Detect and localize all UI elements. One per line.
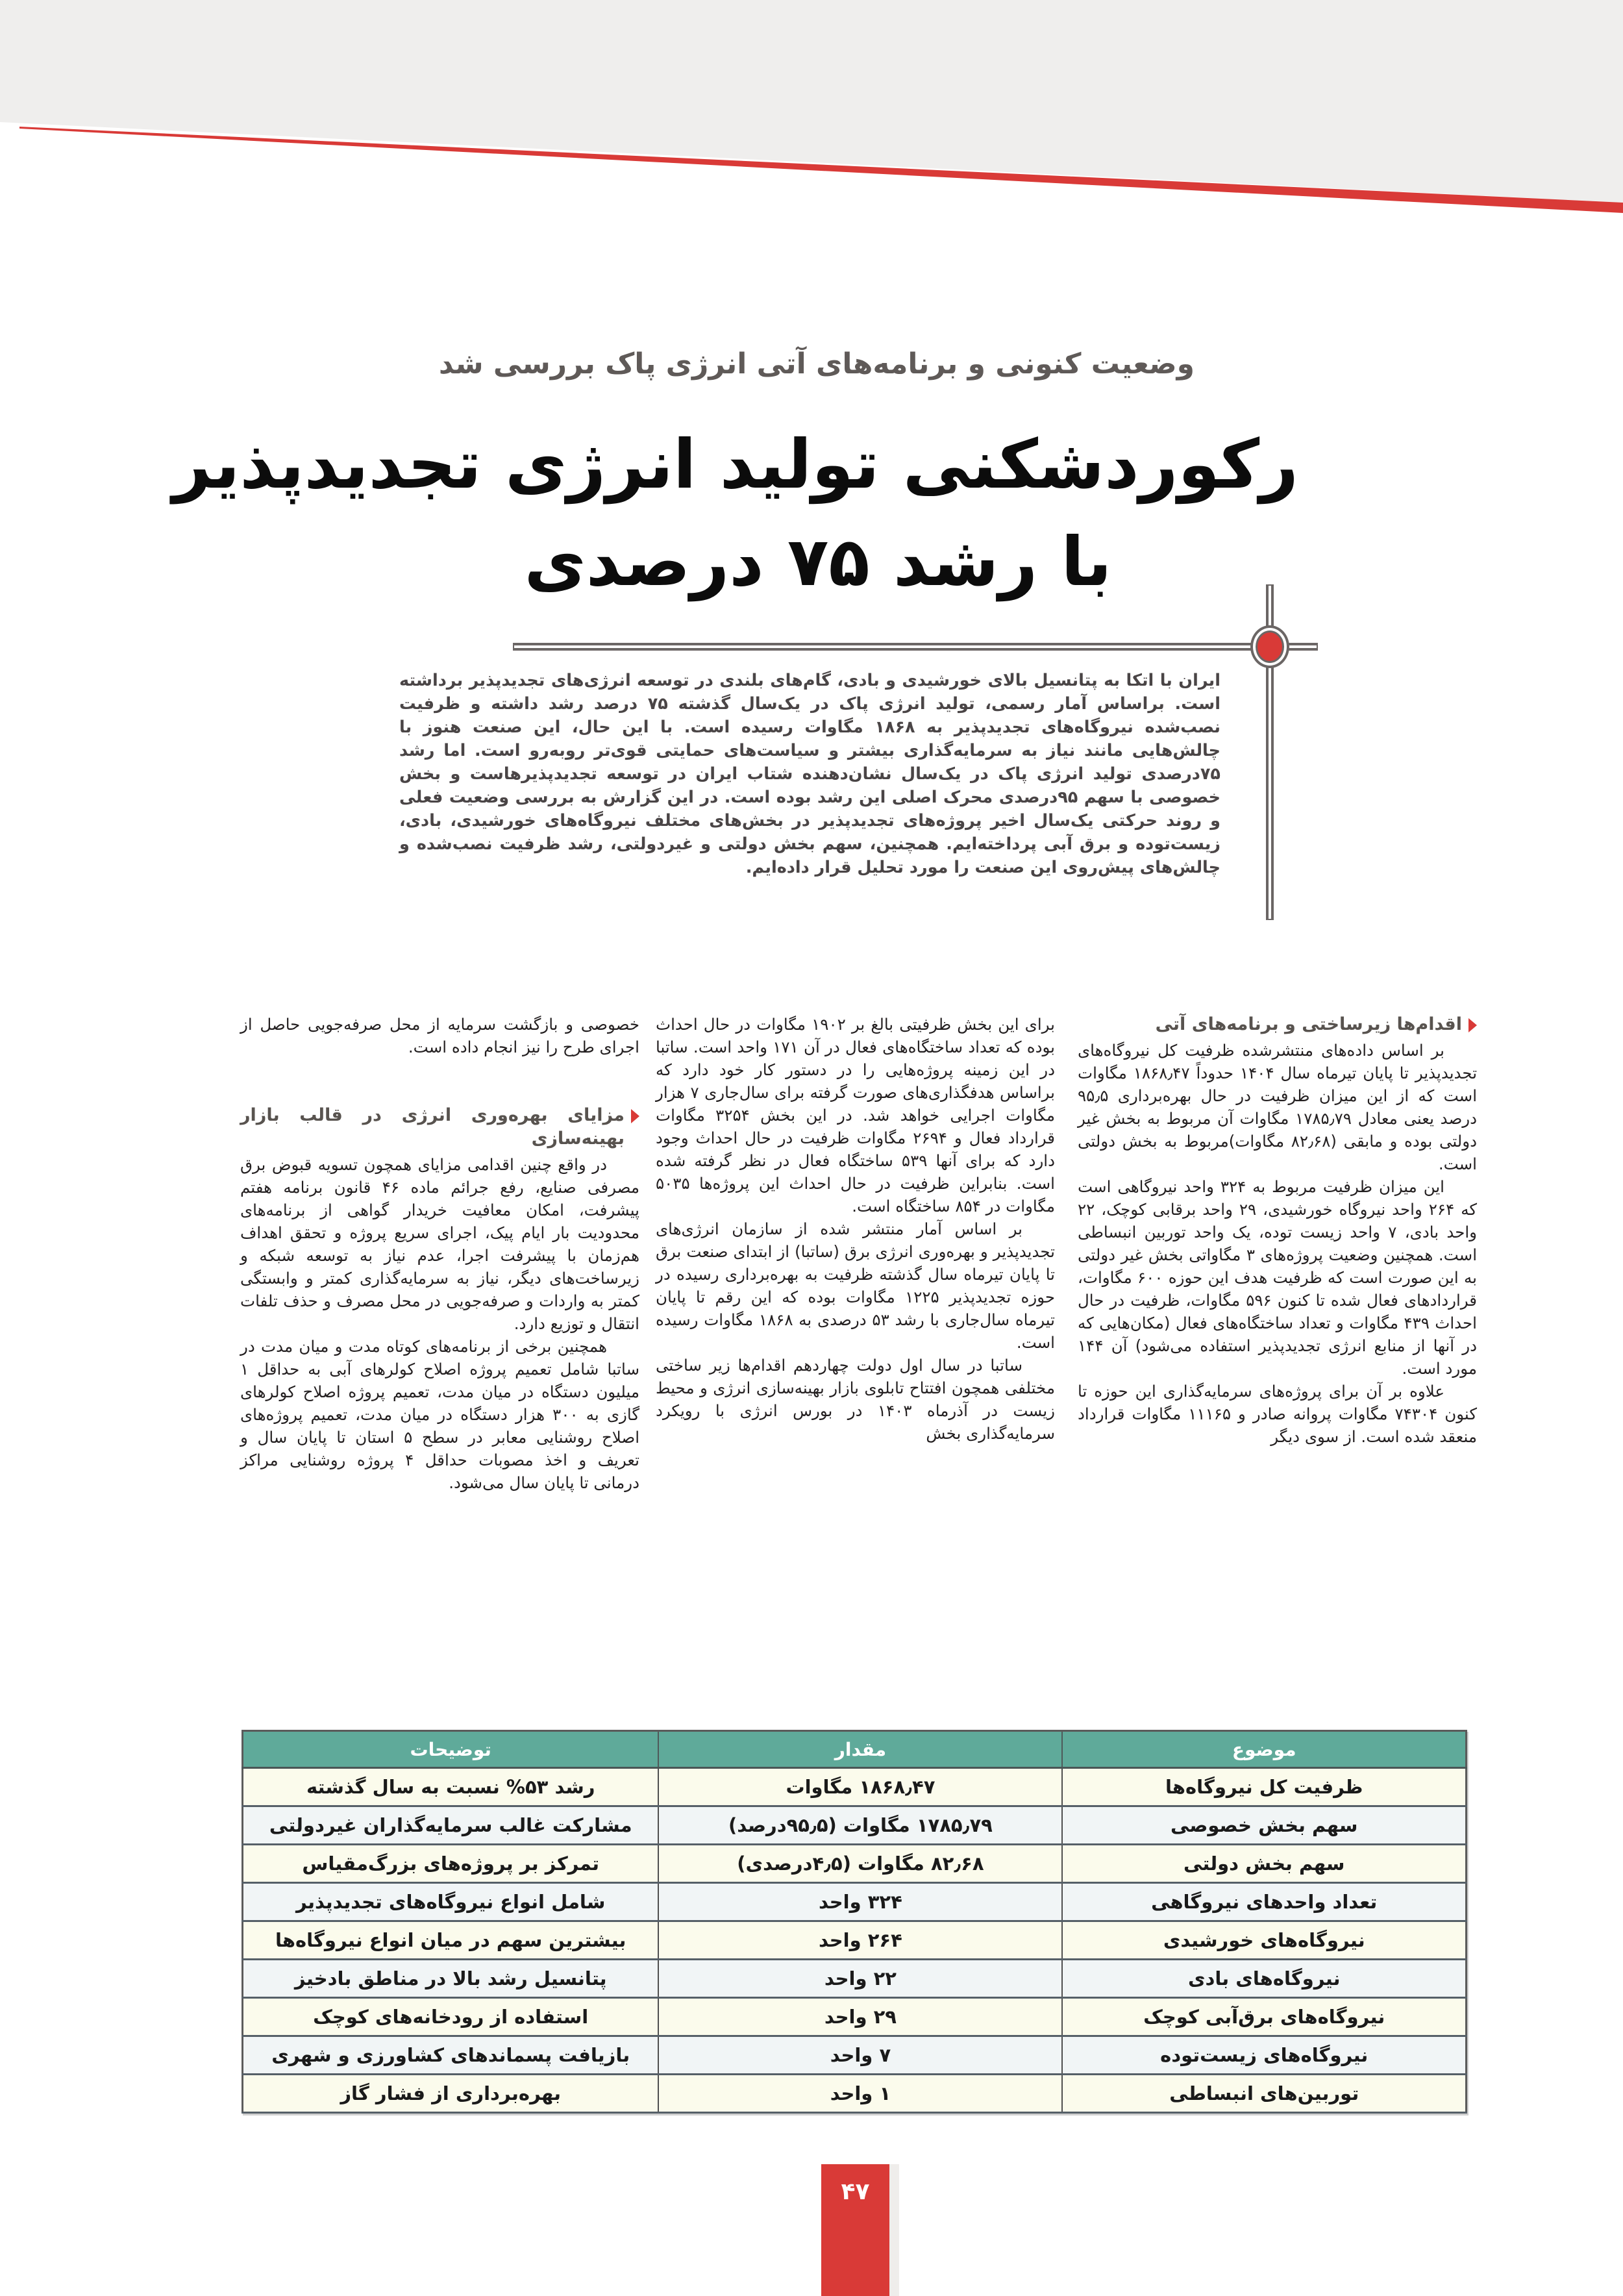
body-paragraph: خصوصی و بازگشت سرمایه از محل صرفه‌جویی حاصل از اجرای طرح را نیز انجام داده است.	[240, 1015, 639, 1056]
table-row	[243, 1998, 1467, 2036]
body-paragraph: بر اساس آمار منتشر شده از سازمان انرژی‌های تجدیدپذیر و بهره‌وری انرژی برق (ساتبا) از ابتدای صنعت برق تا پایان تیرماه سال گذشته ظرفیت به بهره‌برداری رسیده در حوزه تجدیدپذیر ۱۲۲۵ مگاوات بوده که این رقم تا پایان تیرماه سال‌جاری با رشد ۵۳ درصدی به ۱۸۶۸ مگاوات رسیده است.	[656, 1219, 1056, 1352]
column-right	[1078, 1013, 1477, 1448]
top-decorative-band	[0, 0, 1623, 221]
cell-description: تمرکز بر پروژه‌های بزرگ‌مقیاس	[243, 1845, 659, 1883]
cell-topic: تعداد واحدهای نیروگاهی	[1062, 1883, 1466, 1921]
page-number-tab	[821, 2164, 889, 2296]
headline-line-1: رکوردشکنی تولید انرژی تجدیدپذیر	[172, 425, 1298, 504]
section-heading-text: اقدام‌ها زیرساختی و برنامه‌های آتی	[1155, 1014, 1462, 1034]
cell-topic: نیروگاه‌های برق‌آبی کوچک	[1062, 1998, 1466, 2036]
cell-description: بیشترین سهم در میان انواع نیروگاه‌ها	[243, 1921, 659, 1960]
table-row	[243, 1921, 1467, 1960]
cell-amount: ۱۷۸۵٫۷۹ مگاوات (۹۵٫۵درصد)	[658, 1806, 1062, 1845]
table-row	[243, 1806, 1467, 1845]
cell-description: بازیافت پسماندهای کشاورزی و شهری	[243, 2036, 659, 2075]
cell-topic: نیروگاه‌های خورشیدی	[1062, 1921, 1466, 1960]
article-kicker: وضعیت کنونی و برنامه‌های آتی انرژی پاک بررسی شد	[438, 347, 1195, 381]
cell-topic: توربین‌های انبساطی	[1062, 2075, 1466, 2113]
cell-topic: ظرفیت کل نیروگاه‌ها	[1062, 1768, 1466, 1806]
column-middle	[656, 1013, 1055, 1445]
header-amount: مقدار	[658, 1731, 1062, 1768]
page-number: ۴۷	[841, 2178, 870, 2205]
red-dot-icon	[1258, 632, 1282, 661]
cell-topic: سهم بخش دولتی	[1062, 1845, 1466, 1883]
cell-amount: ۱۸۶۸٫۴۷ مگاوات	[658, 1768, 1062, 1806]
article-lead: ایران با اتکا به پتانسیل بالای خورشیدی و بادی، گام‌های بلندی در توسعه انرژی‌های تجدیدپذیر برداشته است. براساس آمار رسمی، تولید انرژی پاک در یک‌سال گذشته ۷۵ درصد رشد داشته و ظرفیت نصب‌شده نیروگاه‌های تجدیدپذیر به ۱۸۶۸ مگاوات رسیده است. با این حال، این صنعت هنوز با چالش‌هایی مانند نیاز به سرمایه‌گذاری بیشتر و سیاست‌های حمایتی قوی‌تر روبه‌رو است. اما رشد ۷۵درصدی تولید انرژی پاک در یک‌سال نشان‌دهنده شتاب ایران در توسعه تجدیدپذیرهاست و بخش خصوصی با سهم ۹۵درصدی محرک اصلی این رشد بوده است. در این گزارش به بررسی وضعیت فعلی و روند حرکتی یک‌سال اخیر پروژه‌های تجدیدپذیر در بخش‌های مختلف نیروگاه‌های خورشیدی، بادی، زیست‌توده و برق آبی پرداخته‌ایم. همچنین، سهم بخش دولتی و غیردولتی، رشد ظرفیت نصب‌شده و چالش‌های پیش‌روی این صنعت را مورد تحلیل قرار داده‌ایم.	[399, 671, 1221, 877]
cell-amount: ۷ واحد	[658, 2036, 1062, 2075]
header-topic: موضوع	[1062, 1731, 1466, 1768]
table-row	[243, 2075, 1467, 2113]
cell-amount: ۳۲۴ واحد	[658, 1883, 1062, 1921]
cell-description: مشارکت غالب سرمایه‌گذاران غیردولتی	[243, 1806, 659, 1845]
section-heading-text: مزایای بهره‌وری انرژی در قالب بازار بهینه‌سازی	[240, 1105, 625, 1149]
cell-amount: ۲۲ واحد	[658, 1960, 1062, 1998]
section-heading-infrastructure	[1078, 1013, 1477, 1036]
body-paragraph: همچنین برخی از برنامه‌های کوتاه مدت و میان مدت در ساتبا شامل تعمیم پروژه اصلاح کولرهای آبی به حداقل ۱ میلیون دستگاه در میان مدت، تعمیم پروژه اصلاح کولرهای گازی به ۳۰۰ هزار دستگاه در میان مدت، تعمیم پروژه‌های اصلاح روشنایی معابر در سطح ۵ استان تا پایان سال و تعریف و اخذ مصوبات حداقل ۴ پروژه روشنایی مراکز درمانی تا پایان سال می‌شود.	[240, 1337, 639, 1492]
cell-amount: ۸۲٫۶۸ مگاوات (۴٫۵درصدی)	[658, 1845, 1062, 1883]
cell-description: بهره‌برداری از فشار گاز	[243, 2075, 659, 2113]
cell-description: رشد ۵۳% نسبت به سال گذشته	[243, 1768, 659, 1806]
diagonal-stripe-graphic	[0, 0, 1623, 221]
page-tab-shadow	[889, 2164, 899, 2296]
spacer	[240, 1058, 639, 1104]
cell-topic: نیروگاه‌های زیست‌توده	[1062, 2036, 1466, 2075]
cell-amount: ۲۹ واحد	[658, 1998, 1062, 2036]
table-row	[243, 2036, 1467, 2075]
cell-topic: سهم بخش خصوصی	[1062, 1806, 1466, 1845]
cell-topic: نیروگاه‌های بادی	[1062, 1960, 1466, 1998]
body-paragraph: برای این بخش ظرفیتی بالغ بر ۱۹۰۲ مگاوات در حال احداث بوده که تعداد ساختگاه‌های فعال در آن ۱۷۱ واحد است. ساتبا در این زمینه پروژه‌هایی را در دستور کار خود دارد که براساس هدفگذاری‌های صورت گرفته برای سال‌جاری ۷ هزار مگاوات اجرایی خواهد شد. در این بخش ۳۲۵۴ مگاوات قرارداد فعال و ۲۶۹۴ مگاوات ظرفیت در حال احداث وجود دارد که برای آنها ۵۳۹ ساختگاه فعال در نظر گرفته شده است. بنابراین ظرفیت در حال احداث این پروژه‌ها ۵۰۳۵ مگاوات در ۸۵۴ ساختگاه است.	[656, 1015, 1055, 1216]
red-triangle-bullet-icon	[631, 1109, 639, 1123]
renewable-capacity-table	[242, 1730, 1467, 2114]
article-headline	[172, 416, 1298, 610]
cell-amount: ۲۶۴ واحد	[658, 1921, 1062, 1960]
body-paragraph: علاوه بر آن برای پروژه‌های سرمایه‌گذاری این حوزه تا کنون ۷۴۳۰۴ مگاوات پروانه صادر و ۱۱۱۶۵ مگاوات قرارداد منعقد شده است. از سوی دیگر	[1078, 1382, 1477, 1446]
red-triangle-bullet-icon	[1468, 1018, 1477, 1032]
table-row	[243, 1768, 1467, 1806]
cell-amount: ۱ واحد	[658, 2075, 1062, 2113]
body-paragraph: ساتبا در سال اول دولت چهاردهم اقدام‌ها زیر ساختی مختلفی همچون افتتاح تابلوی بازار بهینه‌سازی انرژی و محیط زیست در آذرماه ۱۴۰۳ در بورس انرژی با رویکرد سرمایه‌گذاری بخش	[656, 1356, 1055, 1443]
table-row	[243, 1845, 1467, 1883]
table-header-row	[243, 1731, 1467, 1768]
body-paragraph: در واقع چنین اقدامی مزایای همچون تسویه قبوض برق مصرفی صنایع، رفع جرائم ماده ۴۶ قانون برنامه هفتم پیشرفت، امکان معافیت خریدار گواهی از برنامه‌های محدودیت بار ایام پیک، اجرای سریع پروژه و تحقق اهداف هم‌زمان با پیشرفت اجرا، عدم نیاز به توسعه شبکه و زیرساخت‌های دیگر، نیاز به سرمایه‌گذاری کمتر و وابستگی کمتر به واردات و صرفه‌جویی در محل مصرف و حذف تلفات انتقال و توزیع دارد.	[240, 1155, 639, 1333]
cell-description: استفاده از رودخانه‌های کوچک	[243, 1998, 659, 2036]
table-row	[243, 1960, 1467, 1998]
headline-line-2: با رشد ۷۵ درصدی	[524, 522, 1112, 601]
cell-description: پتانسیل رشد بالا در مناطق بادخیز	[243, 1960, 659, 1998]
section-heading-efficiency-market	[240, 1104, 639, 1151]
body-paragraph: این میزان ظرفیت مربوط به ۳۲۴ واحد نیروگاهی است که ۲۶۴ واحد نیروگاه خورشیدی، ۲۹ واحد برقابی کوچک، ۲۲ واحد بادی، ۷ واحد زیست توده، یک واحد توربین انبساطی است. همچنین وضعیت پروژه‌های ۳ مگاواتی بخش غیر دولتی به این صورت است که ظرفیت هدف این حوزه ۶۰۰ مگاوات، قراردادهای فعال شده تا کنون ۵۹۶ مگاوات، ظرفیت در حال احداث ۴۳۹ مگاوات و تعداد ساختگاه‌های فعال (مکان‌هایی که در آنها از منابع انرژی تجدیدپذیر استفاده می‌شود) آن ۱۴۴ مورد است.	[1078, 1177, 1478, 1378]
body-paragraph: بر اساس داده‌های منتشرشده ظرفیت کل نیروگاه‌های تجدیدپذیر تا پایان تیرماه سال ۱۴۰۴ حدوداً ۱۸۶۸٫۴۷ مگاوات است که از این میزان ظرفیت در حال بهره‌برداری ۹۵٫۵ درصد یعنی معادل ۱۷۸۵٫۷۹ مگاوات آن مربوط به بخش غیر دولتی بوده و مابقی (۸۲٫۶۸ مگاوات)مربوط به بخش دولتی است.	[1078, 1041, 1478, 1173]
cell-description: شامل انواع نیروگاه‌های تجدیدپذیر	[243, 1883, 659, 1921]
table-row	[243, 1883, 1467, 1921]
header-description: توضیحات	[243, 1731, 659, 1768]
column-left	[240, 1013, 639, 1494]
